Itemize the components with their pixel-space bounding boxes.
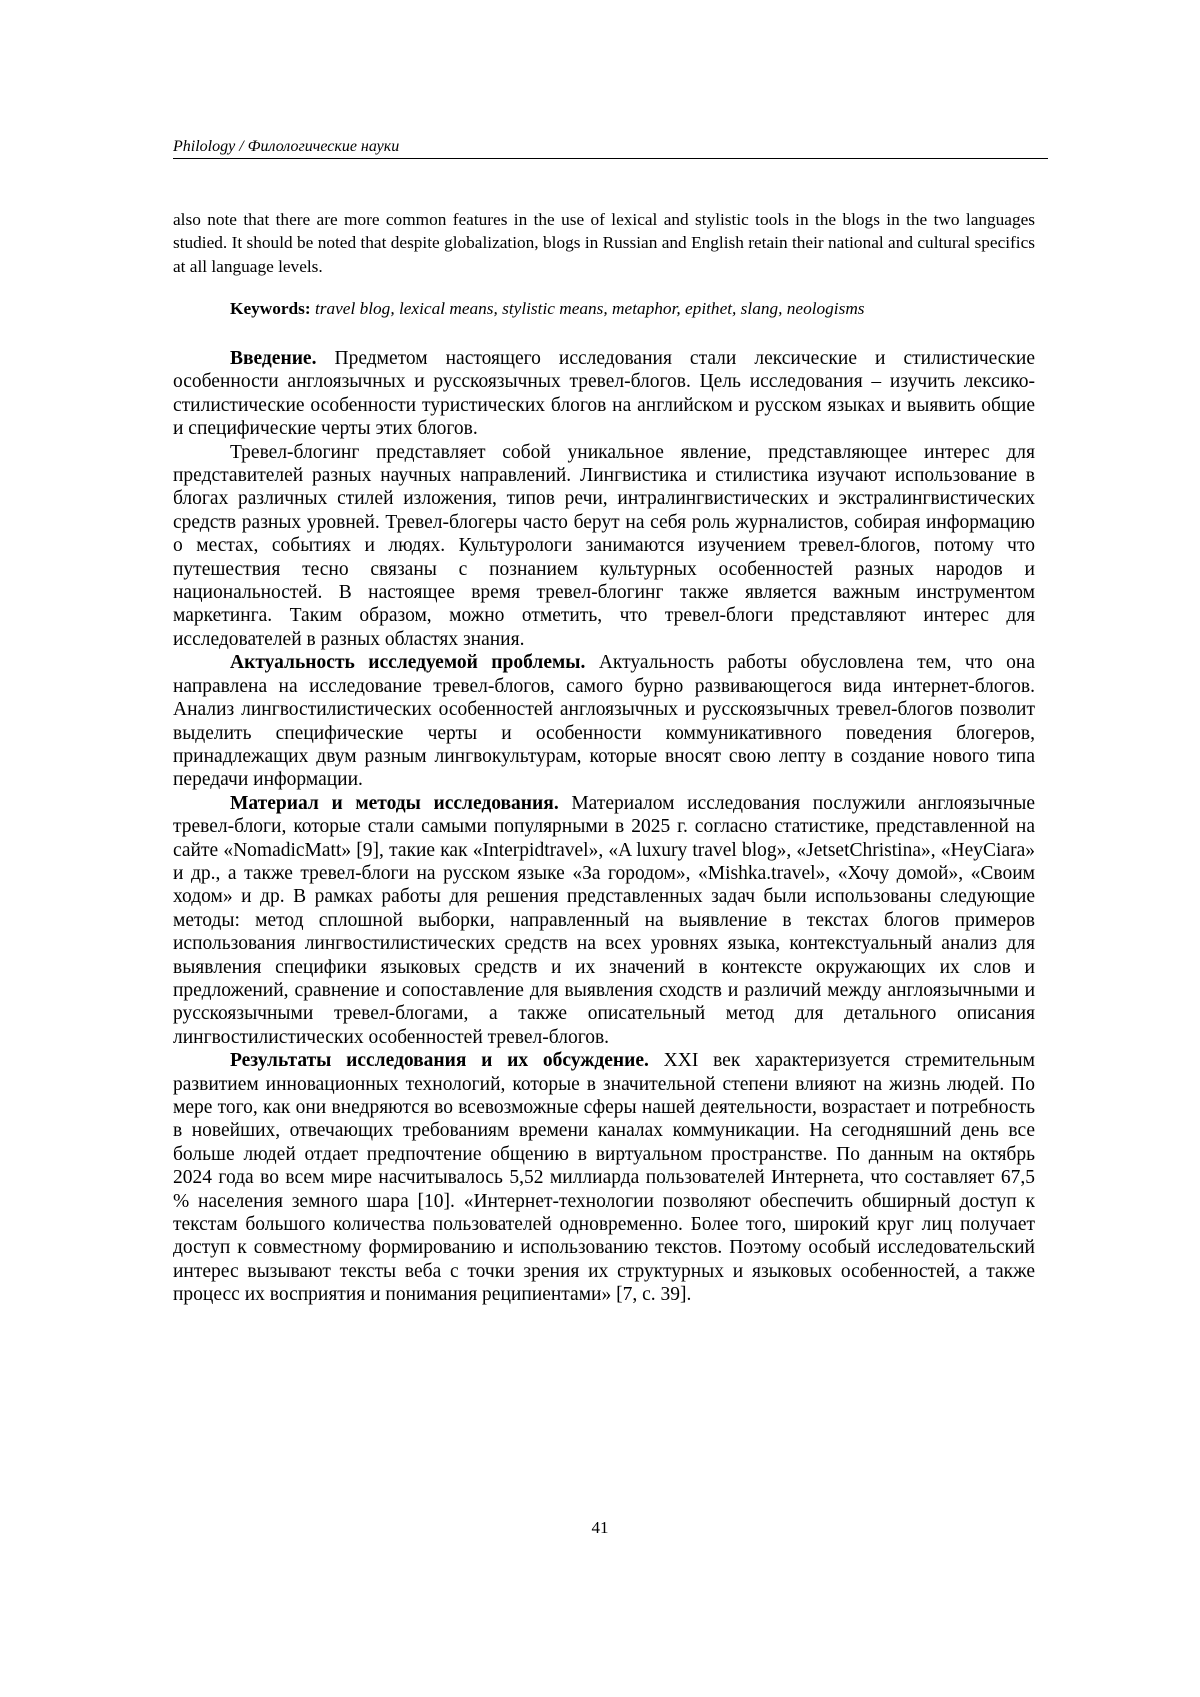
paragraph-travel-blogging (173, 441, 1035, 652)
keywords-label: Keywords: (230, 299, 311, 318)
section-lead: Актуальность исследуемой проблемы. (230, 652, 586, 674)
section-text: Тревел-блогинг представляет собой уникальное явление, представляющее интерес для представителей разных научных направлений. Лингвистика и стилистика изучают использование в блогах различных стилей изложения, типов речи, интралингвистических и экстралингвистических средств разных уровней. Тревел-блогеры часто берут на себя роль журналистов, собирая информацию о местах, событиях и людях. Культурологи занимаются изучением тревел-блогов, потому что путешествия тесно связаны с познанием культурных особенностей разных народов и национальностей. В настоящее время тревел-блогинг также является важным инструментом маркетинга. Таким образом, можно отметить, что тревел-блоги представляют интерес для исследователей в разных областях знания. (173, 441, 1035, 650)
article-body (173, 347, 1035, 1307)
section-lead: Материал и методы исследования. (230, 792, 559, 814)
section-materials-methods (173, 792, 1035, 1049)
keywords (173, 297, 1035, 320)
section-introduction (173, 347, 1035, 441)
section-text: Актуальность работы обусловлена тем, что она направлена на исследование тревел-блогов, самого бурно развивающегося вида интернет-блогов. Анализ лингвостилистических особенностей англоязычных и русскоязычных тревел-блогов позволит выделить специфические черты и особенности коммуникативного поведения блогеров, принадлежащих двум разным лингвокультурам, которые вносят свою лепту в создание нового типа передачи информации. (173, 652, 1035, 791)
page-number: 41 (591, 1518, 609, 1537)
section-relevance (173, 651, 1035, 791)
running-header (173, 137, 1048, 159)
section-text: Предметом настоящего исследования стали лексические и стилистические особенности англоязычных и русскоязычных тревел-блогов. Цель исследования – изучить лексико-стилистические особенности туристических блогов на английском и русском языках и выявить общие и специфические черты этих блогов. (173, 348, 1035, 440)
abstract-text: also note that there are more common features in the use of lexical and stylistic tools in the blogs in the two languages studied. It should be noted that despite globalization, blogs in Russian and English retain their national and cultural specifics at all language levels. (173, 210, 1035, 276)
section-text: Материалом исследования послужили англоязычные тревел-блоги, которые стали самыми популярными в 2025 г. согласно статистике, представленной на сайте «NomadicMatt» [9], такие как «Interpidtravel», «A luxury travel blog», «JetsetChristina», «HeyCiara» и др., а также тревел-блоги на русском языке «За городом», «Mishka.travel», «Хочу домой», «Своим ходом» и др. В рамках работы для решения представленных задач были использованы следующие методы: метод сплошной выборки, направленный на выявление в текстах блогов примеров использования лингвостилистических средств на всех уровнях языка, контекстуальный анализ для выявления специфики языковых средств и их значений в контексте окружающих их слов и предложений, сравнение и сопоставление для выявления сходств и различий между англоязычными и русскоязычными тревел-блогами, а также описательный метод для детального описания лингвостилистических особенностей тревел-блогов. (173, 792, 1035, 1048)
header-title: Philology / Филологические науки (173, 138, 400, 155)
keywords-list: travel blog, lexical means, stylistic means, metaphor, epithet, slang, neologisms (314, 299, 865, 318)
section-lead: Результаты исследования и их обсуждение. (230, 1050, 649, 1072)
section-lead: Введение. (230, 348, 317, 369)
section-text: XXI век характеризуется стремительным развитием инновационных технологий, которые в значительной степени влияют на жизнь людей. По мере того, как они внедряются во всевозможные сферы нашей деятельности, возрастает и потребность в новейших, отвечающих требованиям времени каналах коммуникации. На сегодняшний день все больше людей отдает предпочтение общению в виртуальном пространстве. По данным на октябрь 2024 года во всем мире насчитывалось 5,52 миллиарда пользователей Интернета, что составляет 67,5 % населения земного шара [10]. «Интернет-технологии позволяют обеспечить обширный доступ к текстам большого количества пользователей одновременно. Более того, широкий круг лиц получает доступ к совместному формированию и использованию текстов. Поэтому особый исследовательский интерес вызывают тексты веба с точки зрения их структурных и языковых особенностей, а также процесс их восприятия и понимания реципиентами» [7, с. 39]. (173, 1050, 1035, 1306)
section-results (173, 1049, 1035, 1306)
